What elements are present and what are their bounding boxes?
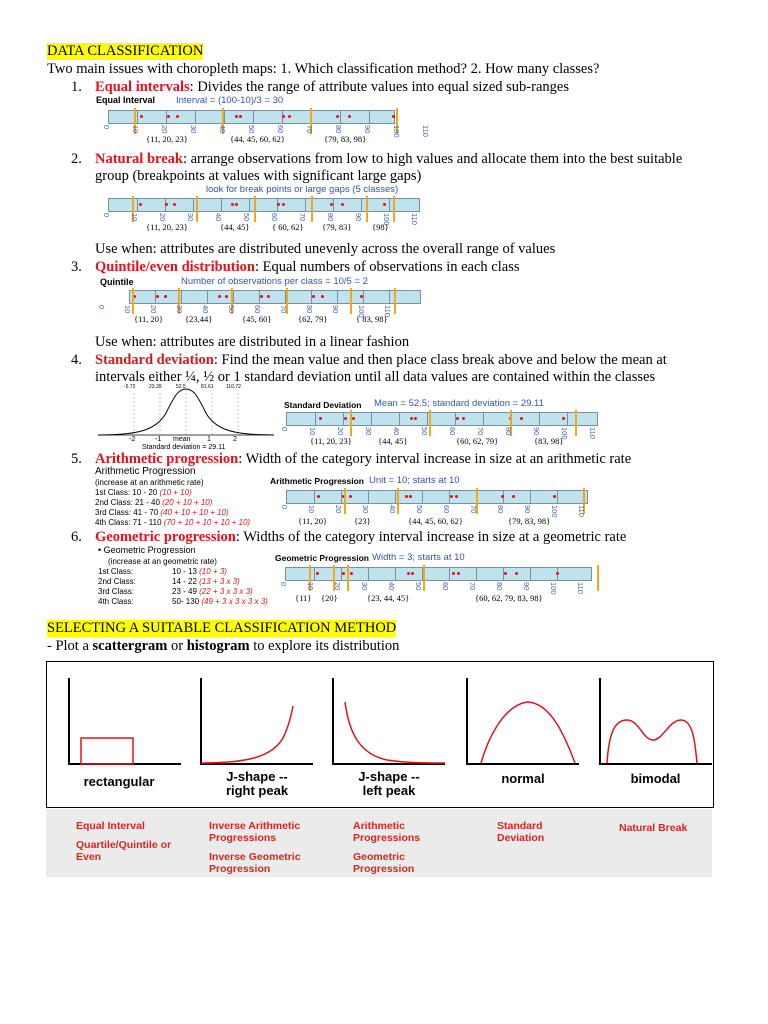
axis-tick: 0 [102,125,111,130]
section2-heading: SELECTING A SUITABLE CLASSIFICATION METHOD [47,620,397,636]
class-label: {23,44} [185,314,213,324]
method-rectangular: Equal Interval Quartile/Quintile or Even [76,820,172,863]
class-label: {11, 20} [298,516,328,526]
class-label: {44, 45, 60, 62} [230,134,285,144]
axis-tick: 40 [392,427,401,436]
axis-tick: 50 [420,427,429,436]
curve-top-tick: 52.5 [176,384,186,390]
axis-tick: 0 [97,305,106,310]
quintile-use-when: Use when: attributes are distributed in a linear fashion [95,334,410,350]
class-label: {11, 20} [134,314,164,324]
item-geometric-progression: 6. Geometric progression: Widths of the category interval increase in size at a geometric rate [71,529,627,545]
equal-interval-note: Interval = (100-10)/3 = 30 [176,95,284,106]
axis-tick: 30 [175,305,184,314]
class-label: { 83, 98} [356,314,388,324]
axis-tick: 20 [336,427,345,436]
axis-tick: 90 [523,505,532,514]
class-label: {45, 60} [242,314,272,324]
axis-tick: 110 [577,505,586,517]
class-label: {98} [372,222,389,232]
shape-label-bimodal: bimodal [630,771,681,786]
natural-break-desc2: group (breakpoints at values with significant large gaps) [95,168,422,184]
method-normal: Standard Deviation [497,820,545,844]
natural-break-use-when: Use when: attributes are distributed unevenly across the overall range of values [95,241,556,257]
std-dev-note: Mean = 52.5; standard deviation = 29.11 [374,398,544,409]
class-label: {20} [321,593,338,603]
axis-tick: 30 [186,213,195,222]
class-label: {44, 45} [378,436,408,446]
axis-tick: 40 [214,213,223,222]
axis-tick: 100 [357,305,366,318]
axis-tick: 40 [218,125,227,134]
geom-diagram [275,563,610,603]
class-label: {11} [295,593,312,603]
method-left-peak: Arithmetic Progressions Geometric Progression [353,820,421,875]
axis-tick: 90 [522,582,531,591]
axis-tick: 10 [307,505,316,514]
class-label: {44, 45, 60, 62} [408,516,463,526]
curve-bottom-tick: mean [173,436,191,443]
geom-note: Width = 3; starts at 10 [372,552,465,563]
methods-strip [46,809,712,877]
axis-tick: 60 [441,582,450,591]
axis-tick: 40 [201,305,210,314]
axis-tick: 90 [354,213,363,222]
geom-label: Geometric Progression [275,553,370,563]
shape-label-left-peak: J-shape -- left peak [358,769,420,798]
quintile-note: Number of observations per class = 10/5 = 2 [181,276,368,287]
item-quintile: 3. Quintile/even distribution: Equal numbers of observations in each class [71,259,520,275]
axis-tick: 70 [468,582,477,591]
axis-tick: 20 [334,505,343,514]
natural-break-diagram [96,194,431,234]
class-label: {79, 83, 98} [508,516,551,526]
axis-tick: 10 [308,427,317,436]
axis-tick: 50 [247,125,256,134]
shape-label-rectangular: rectangular [83,774,155,789]
axis-tick: 110 [576,582,585,594]
arith-label: Arithmetic Progression [270,476,364,486]
value-bar [108,110,395,124]
axis-tick: 0 [280,505,289,510]
axis-tick: 80 [334,125,343,134]
axis-tick: 30 [361,505,370,514]
method-bimodal: Natural Break [619,822,688,834]
axis-tick: 40 [388,505,397,514]
axis-tick: 0 [280,427,289,432]
curve-top-tick: -5.72 [124,384,136,390]
std-dev-diagram [280,408,609,448]
arith-side-title: Arithmetic Progression [95,466,196,477]
axis-tick: 20 [149,305,158,314]
axis-tick: 90 [331,305,340,314]
axis-tick: 0 [102,213,111,218]
geom-side-title: • Geometric Progression [98,545,196,555]
axis-tick: 50 [242,213,251,222]
natural-break-note: look for break points or large gaps (5 classes) [206,184,399,195]
class-label: {62, 79} [298,314,328,324]
class-label: {79, 83, 98} [324,134,367,144]
axis-tick: 90 [532,427,541,436]
item-arithmetic-progression: 5. Arithmetic progression: Width of the category interval increase in size at an arithmetic rate [71,451,632,467]
class-label: {23} [354,516,371,526]
std-dev-label: Standard Deviation [284,400,362,410]
item-natural-break: 2. Natural break: arrange observations from low to high values and allocate them into the best suitable [71,151,683,167]
curve-bottom-tick: -1 [155,436,162,443]
shape-label-normal: normal [501,771,545,786]
equal-interval-label: Equal Interval [96,95,156,105]
class-label: {23, 44, 45} [367,593,410,603]
axis-tick: 110 [421,125,430,137]
arith-side-rows: 1st Class: 10 - 20 (10 + 10) 2nd Class: 21 - 40 (20 + 10 + 10) 3rd Class: 41 - 70 (40 + 10 + 10 + 10) 4th Class: 71 - 110 (70 + 10 + 10 + 10 + 10) [95,488,251,527]
curve-bottom-tick: 1 [207,436,211,443]
axis-tick: 70 [305,125,314,134]
axis-tick: 70 [476,427,485,436]
standard-deviation-desc2: intervals either ¼, ½ or 1 standard deviation until all data values are contained within the classes [95,369,656,385]
axis-tick: 110 [410,213,419,225]
axis-tick: 80 [326,213,335,222]
axis-tick: 100 [382,213,391,226]
axis-tick: 20 [333,582,342,591]
curve-bottom-tick: -2 [129,436,136,443]
axis-tick: 110 [383,305,392,317]
axis-tick: 80 [496,505,505,514]
axis-tick: 60 [276,125,285,134]
item-equal-intervals: 1. Equal intervals: Divides the range of attribute values into equal sized sub-ranges [71,79,569,95]
distribution-shapes-panel [46,661,714,808]
geom-side-sub: (increase at an geometric rate) [108,557,217,566]
axis-tick: 70 [279,305,288,314]
axis-tick: 50 [227,305,236,314]
axis-tick: 10 [306,582,315,591]
arith-side-sub: (increase at an arithmetic rate) [95,478,204,487]
intro-text: Two main issues with choropleth maps: 1. Which classification method? 2. How many classes? [47,61,600,77]
curve-caption: Standard deviation = 29.11 [142,444,226,451]
item-standard-deviation: 4. Standard deviation: Find the mean value and then place class break above and below the mean at [71,352,667,368]
axis-tick: 100 [392,125,401,138]
axis-tick: 80 [504,427,513,436]
axis-tick: 100 [550,505,559,518]
shape-label-right-peak: J-shape -- right peak [225,769,289,798]
axis-tick: 60 [253,305,262,314]
axis-tick: 30 [364,427,373,436]
axis-tick: 30 [360,582,369,591]
axis-tick: 50 [414,582,423,591]
axis-tick: 60 [448,427,457,436]
axis-tick: 50 [415,505,424,514]
curve-top-tick: 23.39 [149,384,162,390]
curve-bottom-tick: 2 [233,436,237,443]
class-label: {11, 20, 23} [146,134,188,144]
geom-side-rows: 1st Class: 10 - 13 (10 + 3) 2nd Class: 14 - 22 (13 + 3 x 3) 3rd Class: 23 - 49 (22 + 3 x 3 x 3) 4th Class: 50- 130 (49 + 3 x 3 x 3 x 3) [98,567,268,606]
axis-tick: 100 [560,427,569,440]
class-label: {60, 62, 79} [456,436,499,446]
arith-note: Unit = 10; starts at 10 [369,475,460,486]
axis-tick: 0 [279,582,288,587]
class-label: {83, 98} [534,436,564,446]
arith-diagram [270,486,610,526]
axis-tick: 30 [189,125,198,134]
method-right-peak: Inverse Arithmetic Progressions Inverse Geometric Progression [209,820,301,875]
class-label: {60, 62, 79, 83, 98} [475,593,543,603]
class-label: {11, 20, 23} [146,222,188,232]
axis-tick: 70 [298,213,307,222]
axis-tick: 60 [270,213,279,222]
axis-tick: 40 [387,582,396,591]
axis-tick: 90 [363,125,372,134]
quintile-diagram [96,286,431,326]
axis-tick: 80 [495,582,504,591]
class-label: {44, 45} [220,222,250,232]
class-label: { 60, 62} [272,222,304,232]
axis-tick: 10 [123,305,132,314]
class-label: {79, 83} [322,222,352,232]
axis-tick: 80 [305,305,314,314]
axis-tick: 60 [442,505,451,514]
class-label: {11, 20, 23} [310,436,352,446]
axis-tick: 10 [130,213,139,222]
axis-tick: 110 [588,427,597,439]
quintile-label: Quintile [100,277,134,287]
axis-tick: 20 [158,213,167,222]
axis-tick: 100 [549,582,558,595]
section2-line: - Plot a scattergram or histogram to explore its distribution [47,638,400,654]
curve-top-tick: 81.61 [201,384,214,390]
equal-interval-diagram [96,106,431,146]
page-title: DATA CLASSIFICATION [47,43,204,59]
axis-tick: 20 [160,125,169,134]
curve-top-tick: 110.72 [226,384,241,390]
axis-tick: 10 [131,125,140,134]
axis-tick: 70 [469,505,478,514]
